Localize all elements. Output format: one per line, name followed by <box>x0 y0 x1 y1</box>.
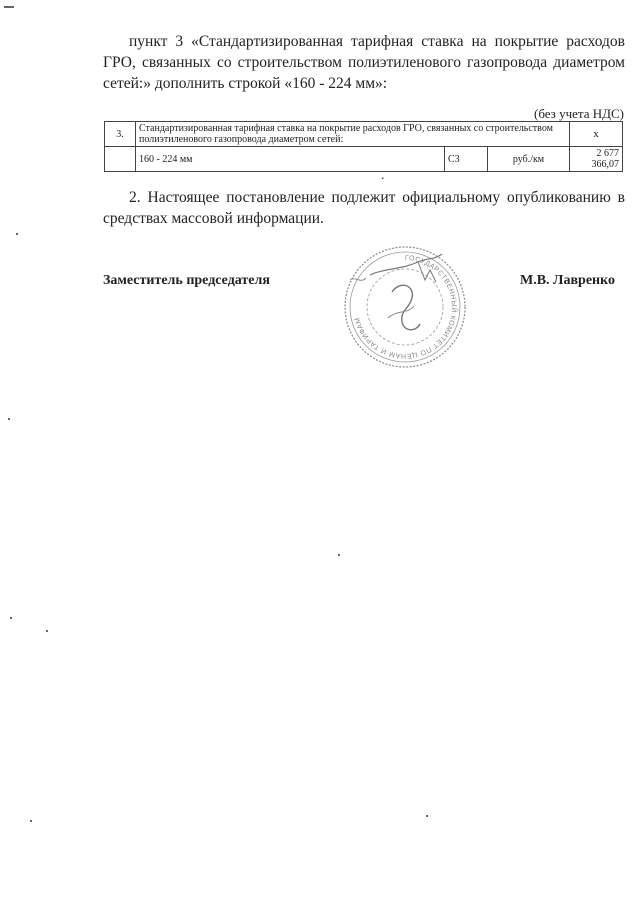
scan-mark <box>10 617 12 619</box>
scan-mark <box>16 233 18 235</box>
tariff-table <box>104 121 623 172</box>
scan-mark <box>8 418 10 420</box>
vat-note: (без учета НДС) <box>533 106 624 121</box>
table-row <box>105 147 623 172</box>
value-cell <box>570 147 623 172</box>
round-seal-icon <box>330 240 480 375</box>
row-number-empty <box>105 147 136 172</box>
scan-mark <box>426 815 428 817</box>
value-line-1: 2 677 <box>596 148 619 159</box>
amendment-paragraph: пункт 3 «Стандартизированная тарифная ставка на покрытие расходов ГРО, связанных со строительством полиэтиленового газопровода диаметром сетей:» дополнить строкой «160 - 224 мм»: <box>103 33 625 92</box>
publication-paragraph: 2. Настоящее постановление подлежит официальному опубликованию в средствах массовой информации. <box>103 189 625 227</box>
stray-mark: . <box>381 168 385 183</box>
row-number: 3. <box>105 122 136 147</box>
scan-mark <box>46 630 48 632</box>
signatory-name: М.В. Лавренко <box>520 273 615 288</box>
value-line-2: 366,07 <box>591 159 619 170</box>
scan-mark <box>30 820 32 822</box>
scan-mark <box>4 6 14 8</box>
diameter-cell: 160 - 224 мм <box>136 147 445 172</box>
table-row <box>105 122 623 147</box>
signatory-title: Заместитель председателя <box>103 273 270 288</box>
rate-description: Стандартизированная тарифная ставка на покрытие расходов ГРО, связанных со строительством полиэтиленового газопровода диаметром сетей: <box>136 122 570 147</box>
code-cell: С3 <box>445 147 488 172</box>
seal-ring-text: ГОСУДАРСТВЕННЫЙ КОМИТЕТ ПО ЦЕНАМ И ТАРИФАМ <box>354 254 458 360</box>
unit-cell: руб./км <box>488 147 570 172</box>
rate-value-placeholder: х <box>570 122 623 147</box>
scan-mark <box>338 554 340 556</box>
